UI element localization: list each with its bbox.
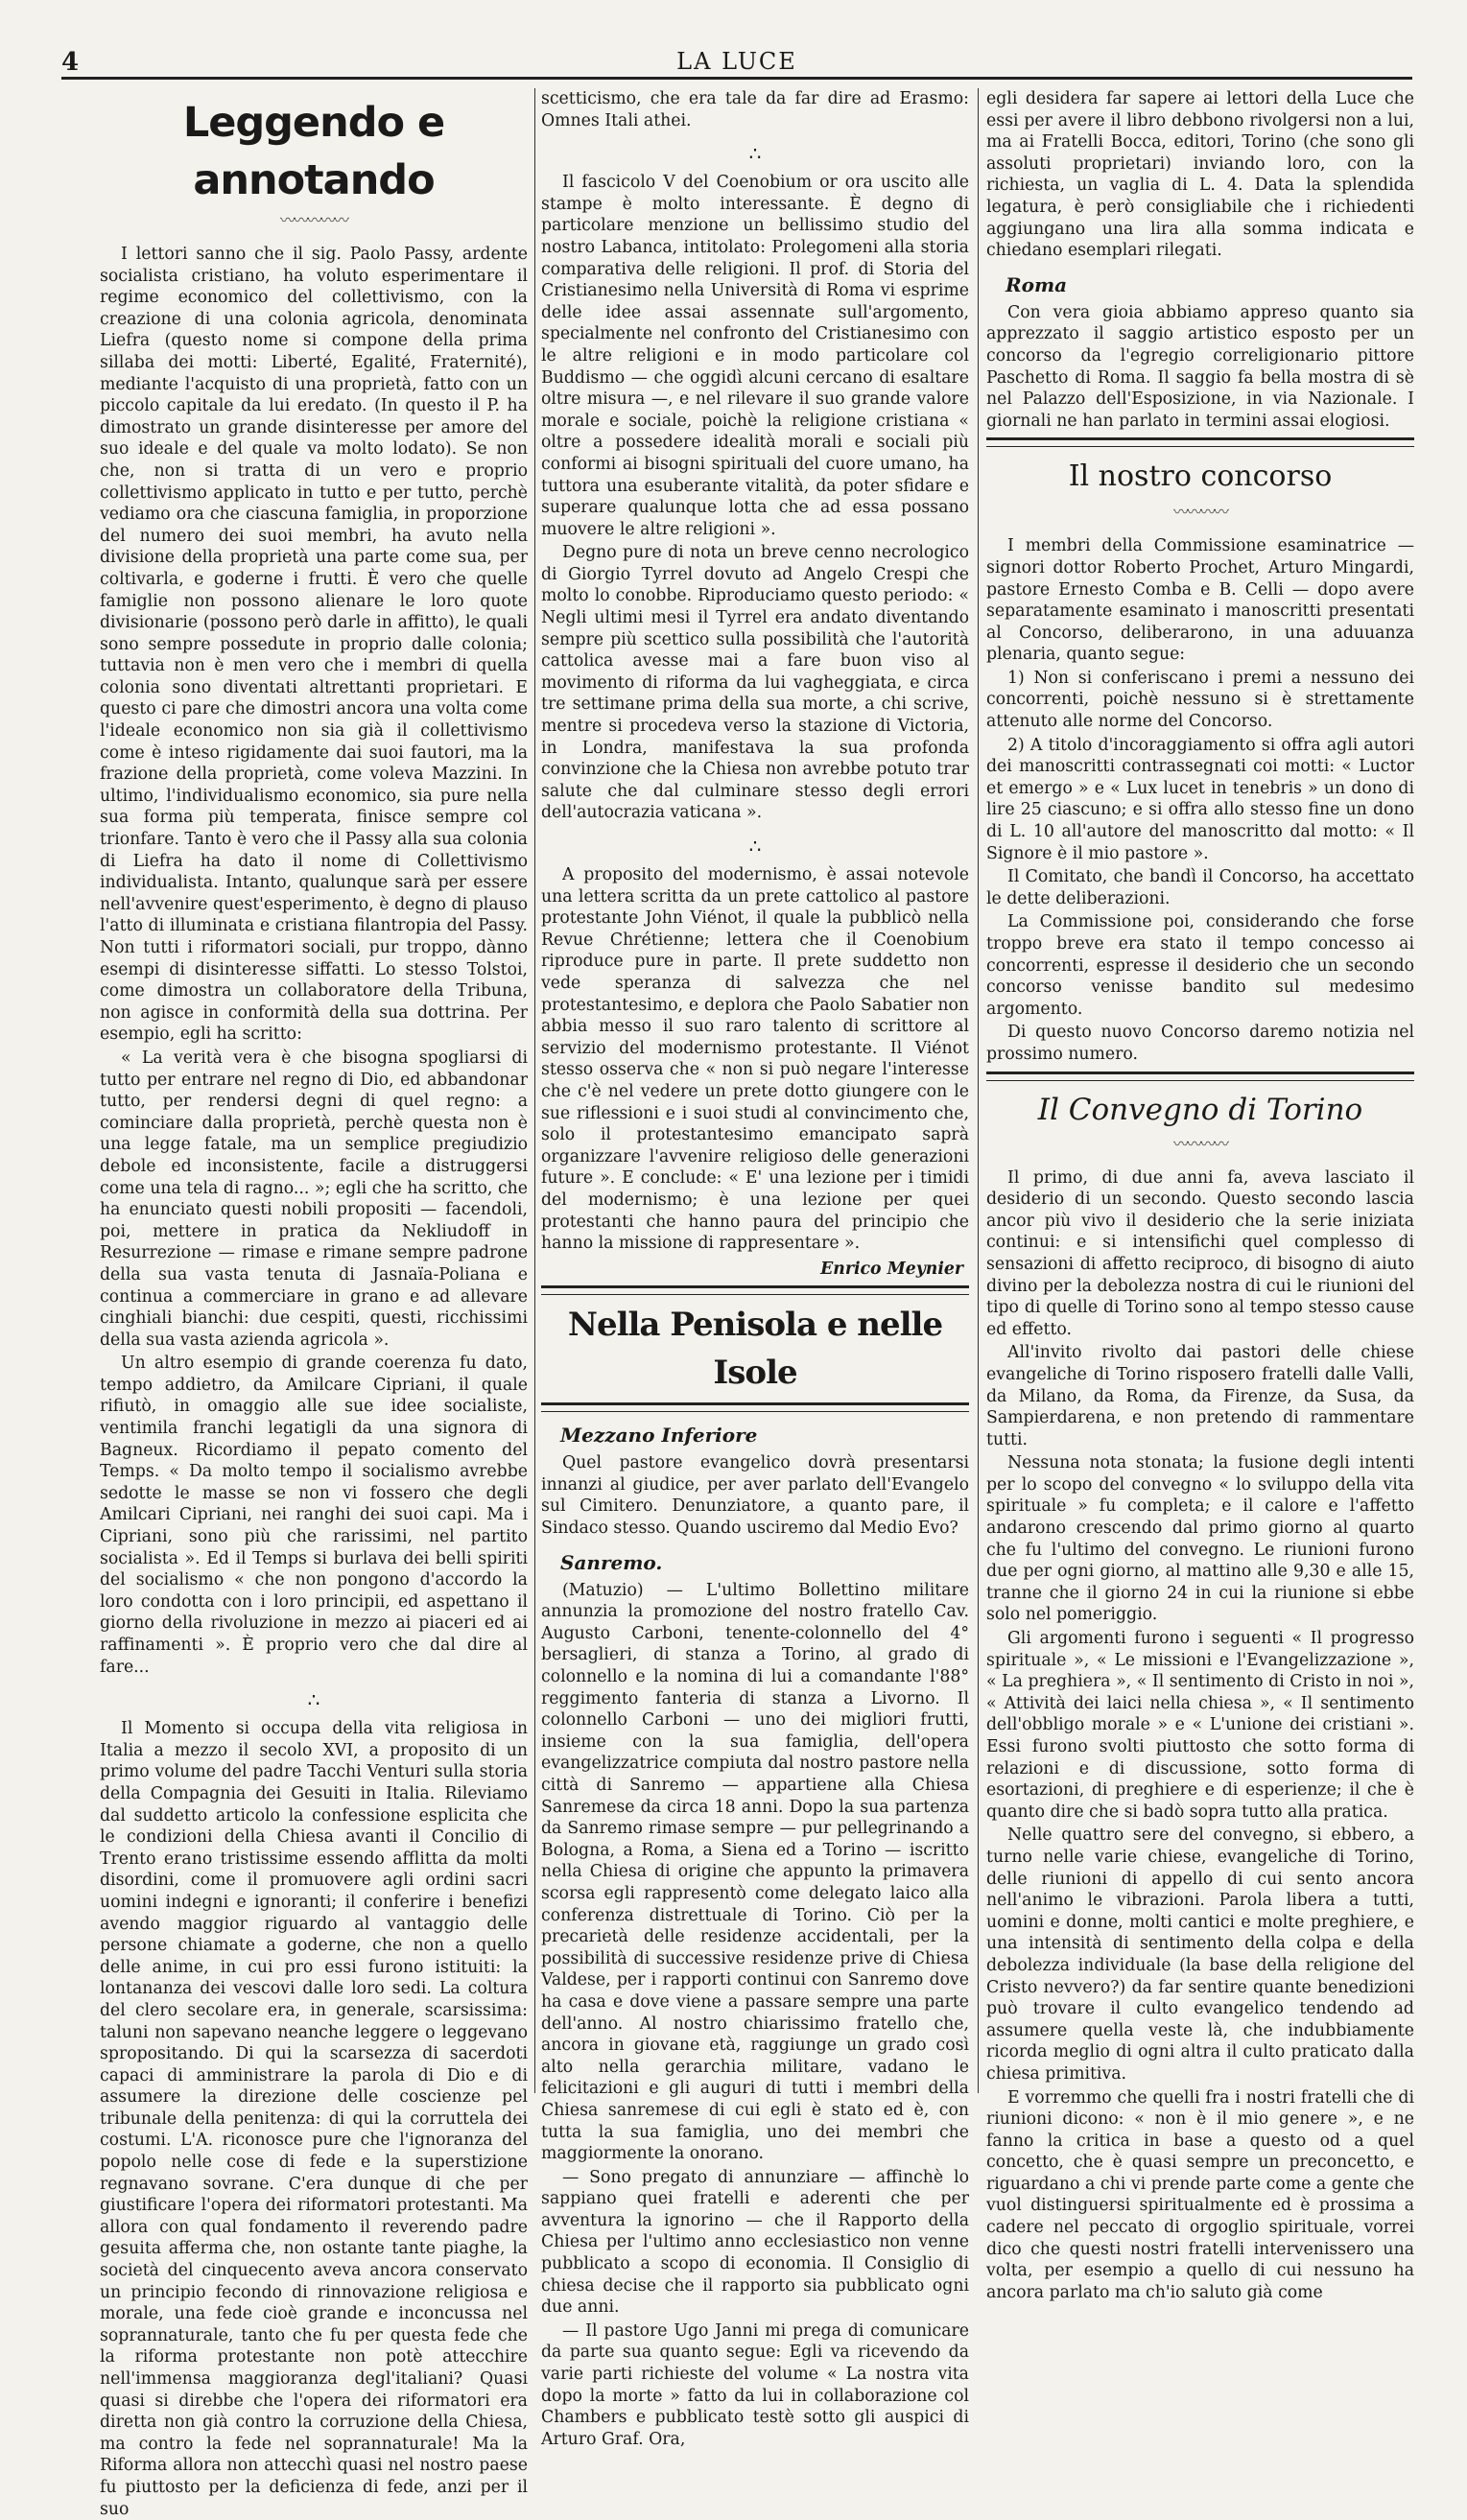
paragraph: 1) Non si conferiscano i premi a nessuno dei concorrenti, poichè nessuno si è strettamente attenuto alle norme del Concorso. bbox=[986, 668, 1414, 732]
column-1 bbox=[100, 88, 528, 2519]
paragraph: Il fascicolo V del Coenobium or ora uscito alle stampe è molto interessante. È degno di particolare menzione un bellissimo studio del nostro Labanca, intitolato: Prolegomeni alla storia comparativa delle religioni. Il prof. di Storia del Cristianesimo nella Università di Roma vi esprime delle idee assai assennate sull'argomento, specialmente nel confronto del Cristianesimo con le altre religioni e in modo particolare col Buddismo — che oggidì alcuni cercano di esaltare oltre misura —, e nel rilevare il suo grande valore morale e sociale, poichè la religione cristiana « oltre a possedere idealità morali e sociali più conformi ai bisogni spirituali del cuore umano, ha tuttora una esuberante vitalità, da poter sfidare e superare qualunque lotta che ad essa possano muovere le altre religioni ». bbox=[541, 173, 969, 539]
page-number: 4 bbox=[61, 48, 80, 77]
subsection-heading: Sanremo. bbox=[560, 1550, 663, 1574]
paragraph: Il primo, di due anni fa, aveva lasciato il desiderio di un secondo. Questo secondo lascia ancor più vivo il desiderio che la serie iniziata continui: e si intensifichi quel complesso di sensazioni di affetto reciproco, di bisogno di aiuto divino per la debolezza nostra di cui le riunioni del tipo di quelle di Torino sono al tempo stesso cause ed effetto. bbox=[986, 1167, 1414, 1339]
article-title: Il Convegno di Torino bbox=[1037, 1092, 1363, 1127]
section-separator: ∴ bbox=[748, 835, 762, 858]
paragraph: Nessuna nota stonata; la fusione degli intenti per lo scopo del convegno « lo sviluppo della vita spirituale » fu completa; e il calore e l'affetto andarono crescendo dal primo giorno al quarto che fu l'ultimo del convegno. Le riunioni furono due per ogni giorno, al mattino alle 9,30 e alle 15, tranne che il giorno 24 in cui la riunione si ebbe solo nel pomeriggio. bbox=[986, 1453, 1414, 1625]
paragraph: Gli argomenti furono i seguenti « Il progresso spirituale », « Le missioni e l'Evangelizzazione », « La preghiera », « Il sentimento di Cristo in noi », « Attività dei laici nella chiesa », « Il sentimento dell'obbligo morale » e « L'unione dei cristiani ». Essi furono svolti piuttosto che sotto forma di relazioni e di discussione, sotto forma di esortazioni, di preghiere e di esperienze; il che è quanto dire che si badò sopra tutto alla pratica. bbox=[986, 1629, 1414, 1822]
paragraph: Quel pastore evangelico dovrà presentarsi innanzi al giudice, per aver parlato dell'Evangelo sul Cimitero. Denunziatore, a quanto pare, il Sindaco stesso. Quando usciremo dal Medio Evo? bbox=[541, 1453, 969, 1539]
ornament-flourish: 〰〰〰〰 bbox=[1172, 503, 1227, 522]
author-signature: Enrico Meynier bbox=[820, 1259, 963, 1279]
column-rule bbox=[534, 88, 535, 2093]
article-title: Il nostro concorso bbox=[1068, 459, 1333, 494]
paragraph: egli desidera far sapere ai lettori della Luce che essi per avere il libro debbono rivolgersi non a lui, ma ai Fratelli Bocca, editori, Torino (che sono gli assoluti proprietari) inviando loro, con la richiesta, un vaglia di L. 4. Data la splendida legatura, è però consigliabile che i richiedenti aggiungano una lira alla somma indicata e chiedano esemplari rilegati. bbox=[986, 89, 1414, 261]
paragraph: scetticismo, che era tale da far dire ad Erasmo: Omnes Itali athei. bbox=[541, 89, 969, 130]
paragraph: La Commissione poi, considerando che forse troppo breve era stato il tempo concesso ai concorrenti, espresse il desiderio che un secondo concorso venisse bandito sul medesimo argomento. bbox=[986, 912, 1414, 1019]
section-separator: ∴ bbox=[748, 142, 762, 166]
page-header bbox=[61, 38, 1412, 80]
paragraph: 2) A titolo d'incoraggiamento si offra agli autori dei manoscritti contrassegnati coi motti: « Luctor et emergo » e « Lux lucet in tenebris » un dono di lire 25 ciascuno; e si offra allo stesso fine un dono di L. 10 all'autore del manoscritto dal motto: « Il Signore è il mio pastore ». bbox=[986, 735, 1414, 863]
paragraph: (Matuzio) — L'ultimo Bollettino militare annunzia la promozione del nostro fratello Cav. Augusto Carboni, tenente-colonnello del 4° bersaglieri, di stanza a Torino, al grado di colonnello e la nomina di lui a comandante l'88° reggimento fanteria di stanza a Livorno. Il colonnello Carboni — uno dei migliori frutti, insieme con la sua famiglia, dell'opera evangelizzatrice compiuta dal nostro pastore nella città di Sanremo — appartiene alla Chiesa Sanremese da circa 18 anni. Dopo la sua partenza da Sanremo rimase sempre — pur pellegrinando a Bologna, a Roma, a Siena ed a Torino — iscritto nella Chiesa di origine che appunto la primavera scorsa egli rappresentò come delegato laico alla conferenza distrettuale di Torino. Ciò per la precarietà delle residenze accidentali, per la possibilità di successive residenze prive di Chiesa Valdese, per i rapporti continui con Sanremo dove ha casa e dove viene a passare sempre una parte dell'anno. Al nostro chiarissimo fratello che, ancora in giovane età, raggiunge un grado così alto nella gerarchia militare, vadano le felicitazioni e gli auguri di tutti i membri della Chiesa sanremese di cui egli è stato ed è, con tutta la sua famiglia, uno dei membri che maggiormente la onorano. bbox=[541, 1580, 969, 2164]
paragraph: — Il pastore Ugo Janni mi prega di comunicare da parte sua quanto segue: Egli va ricevendo da varie parti richieste del volume « La nostra vita dopo la morte » fatto da lui in collaborazione col Chambers e pubblicato testè sotto gli auspici di Arturo Graf. Ora, bbox=[541, 2320, 969, 2449]
column-rule bbox=[978, 88, 979, 2093]
paragraph: All'invito rivolto dai pastori delle chiese evangeliche di Torino risposero fratelli dalle Valli, da Milano, da Roma, da Firenze, da Susa, da Sampierdarena, e non pretendo di rammentare tutti. bbox=[986, 1343, 1414, 1449]
subsection-heading: Mezzano Inferiore bbox=[560, 1424, 758, 1448]
paragraph: Con vera gioia abbiamo appreso quanto sia apprezzato il saggio artistico esposto per un concorso da l'egregio correligionario pittore Paschetto di Roma. Il saggio fa bella mostra di sè nel Palazzo dell'Esposizione, in via Nazionale. I giornali ne han parlato in termini assai elogiosi. bbox=[986, 302, 1414, 431]
paragraph: « La verità vera è che bisogna spogliarsi di tutto per entrare nel regno di Dio, ed abbandonar tutto, per rendersi degni di quel regno: a cominciare dalla proprietà, perchè questa non è una legge fatale, ma un semplice pregiudizio debole ed inconsistente, facile a distruggersi come una tela di ragno... »; egli che ha scritto, che ha enunciato questi nobili propositi — facendoli, poi, mettere in pratica da Nekliudoff in Resurrezione — rimase e rimane sempre padrone della sua vasta tenuta di Jasnaïa-Poliana e continua a commerciare in grano e ad allevare cinghiali bianchi: due cespiti, questi, ricchissimi della sua vasta azienda agricola ». bbox=[100, 1048, 528, 1350]
section-banner: Nella Penisola e nelle Isole bbox=[567, 1306, 943, 1393]
paragraph: I lettori sanno che il sig. Paolo Passy, ardente socialista cristiano, ha voluto esperimentare il regime economico del collettivismo, con la creazione di una colonia agricola, denominata Liefra (questo nome si compone della prima sillaba dei motti: Liberté, Egalité, Fraternité), mediante l'acquisto di una proprietà, fatto con un piccolo capitale da lui eredato. (In questo il P. ha dimostrato un grande disinteresse per amore del suo ideale e del quale va molto lodato). Se non che, non si tratta di un vero e proprio collettivismo applicato in tutto e per tutto, perchè vediamo ora che ciascuna famiglia, in proporzione del numero dei suoi membri, ha avuto nella divisione della proprietà una parte come sua, per coltivarla, e goderne i frutti. È vero che quelle famiglie non possono alienare le loro quote divisionarie (possono però darle in affitto), le quali sono sempre possedute in proprio dalle colonia; tuttavia non è men vero che i membri di quella colonia sono diventati altrettanti proprietari. E questo ci pare che dimostri ancora una volta come l'ideale economico non sia già il collettivismo come è inteso rigidamente dai suoi fautori, ma la frazione della proprietà, come voleva Mazzini. In ultimo, l'individualismo economico, sia pure nella sua forma più temperata, finisce sempre col trionfare. Tanto è vero che il Passy alla sua colonia di Liefra ha dato il nome di Collettivismo individualista. Intanto, qualunque sarà per essere nell'avvenire quest'esperimento, è degno di plauso l'atto di illuminata e cristiana filantropia del Passy. Non tutti i riformatori sociali, pur troppo, dànno esempi di disinteresse siffatti. Lo stesso Tolstoi, come dimostra un collaboratore della Tribuna, non agisce in conformità della sua dottrina. Per esempio, egli ha scritto: bbox=[100, 245, 528, 1045]
paragraph: Degno pure di nota un breve cenno necrologico di Giorgio Tyrrel dovuto ad Angelo Crespi che molto lo conobbe. Riproduciamo questo periodo: « Negli ultimi mesi il Tyrrel era andato diventando sempre più scettico sulla possibilità che l'autorità cattolica avesse mai a fare buon viso al movimento di riforma da lui vagheggiata, e circa tre settimane prima della sua morte, a chi scrive, mentre si procedeva verso la stazione di Victoria, in Londra, manifestava la sua profonda convinzione che la Chiesa non avrebbe potuto trar salute che dal culminare stesso degli errori dell'autocrazia vaticana ». bbox=[541, 543, 969, 823]
divider bbox=[541, 1402, 969, 1412]
paragraph: I membri della Commissione esaminatrice — signori dottor Roberto Prochet, Arturo Mingardi, pastore Ernesto Comba e B. Celli — dopo avere separatamente esaminato i manoscritti presentati al Concorso, deliberarono, in una aduuanza plenaria, quanto segue: bbox=[986, 536, 1414, 665]
masthead-title: LA LUCE bbox=[676, 48, 797, 75]
paragraph: — Sono pregato di annunziare — affinchè lo sappiano quei fratelli e aderenti che per avventura la ignorino — che il Rapporto della Chiesa per l'ultimo anno ecclesiastico non venne pubblicato a scopo di economia. Il Consiglio di chiesa decise che il rapporto sia pubblicato ogni due anni. bbox=[541, 2167, 969, 2318]
paragraph: Nelle quattro sere del convegno, si ebbero, a turno nelle varie chiese, evangeliche di Torino, delle riunioni di appello di cui sento ancora nell'animo le vibrazioni. Parola libera a tutti, uomini e donne, molti cantici e molte preghiere, e una intensità di sentimento della colpa e della debolezza individuale (la base della religione del Cristo nevvero?) da far sentire quante benedizioni può trovare il culto evangelico tendendo ad assumere quella veste là, che indubbiamente ricorda meglio di ogni altra il culto praticato dalla chiesa primitiva. bbox=[986, 1825, 1414, 2084]
ornament-flourish: 〰〰〰〰〰 bbox=[279, 211, 347, 229]
paragraph: Il Comitato, che bandì il Concorso, ha accettato le dette deliberazioni. bbox=[986, 867, 1414, 908]
paragraph: Il Momento si occupa della vita religiosa in Italia a mezzo il secolo XVI, a proposito di un primo volume del padre Tacchi Venturi sulla storia della Compagnia dei Gesuiti in Italia. Rileviamo dal suddetto articolo la confessione esplicita che le condizioni della Chiesa avanti il Concilio di Trento erano tristissime essendo afflitta da molti disordini, come il promuovere agli ordini sacri uomini indegni e ignoranti; il conferire i benefizi avendo maggior riguardo al vantaggio delle persone chiamate a goderne, che non a quello delle anime, in cui pro essi furono istituiti: la lontananza dei vescovi dalle loro sedi. La coltura del clero secolare era, in generale, scarsissima: taluni non sapevano neanche leggere o leggevano spropositando. Di qui la scarsezza di sacerdoti capaci di amministrare la parola di Dio e di assumere la direzione delle coscienze pel tribunale della penitenza: di qui la corruttela dei costumi. L'A. riconosce pure che l'ignoranza del popolo nelle cose di fede e la superstizione regnavano sovrane. C'era dunque di che per giustificare l'opera dei riformatori protestanti. Ma allora con qual fondamento il reverendo padre gesuita afferma che, non ostante tante piaghe, la società del cinquecento aveva ancora conservato un principio fecondo di rinnovazione religiosa e morale, una fede cioè grande e inconcussa nel soprannaturale, tanto che fu per questa fede che la riforma protestante non potè attecchire nell'immensa maggioranza degl'italiani? Quasi quasi si direbbe che l'opera dei riformatori era diretta non già contro la corruzione della Chiesa, ma contro la fede nel soprannaturale! Ma la Riforma allora non attecchì quasi nel nostro paese fu piuttosto per la deficienza di fede, anzi per il suo bbox=[100, 1719, 528, 2519]
ornament-flourish: 〰〰〰〰 bbox=[1172, 1134, 1227, 1153]
divider bbox=[986, 437, 1414, 447]
column-2 bbox=[541, 88, 969, 2449]
paragraph: Di questo nuovo Concorso daremo notizia nel prossimo numero. bbox=[986, 1023, 1414, 1064]
article-title: Leggendo e annotando bbox=[182, 99, 445, 204]
paragraph: E vorremmo che quelli fra i nostri fratelli che di riunioni dicono: « non è il mio genere », e ne fanno la critica in base a questo od a quel concetto, che è quasi sempre un preconcetto, e riguardano a chi vi prende parte come a gente che vuol distinguersi spiritualmente ed è prossima a cadere nel peccato di orgoglio spirituale, vorrei dico che questi nostri fratelli intervenissero una volta, per esempio a quello di cui nessuno ha ancora parlato ma ch'io saluto già come bbox=[986, 2087, 1414, 2302]
divider bbox=[986, 1072, 1414, 1081]
paragraph: A proposito del modernismo, è assai notevole una lettera scritta da un prete cattolico al pastore protestante John Viénot, il quale la pubblicò nella Revue Chrétienne; lettera che il Coenobium riproduce pure in parte. Il prete suddetto non vede speranza di salvezza che nel protestantesimo, e deplora che Paolo Sabatier non abbia messo il suo raro talento di scrittore al servizio del modernismo protestante. Il Viénot stesso osserva che « non si può negare l'interesse che c'è nel vedere un prete dotto giungere con le sue riflessioni e i suoi studi al convincimento che, solo il protestantesimo emancipato saprà organizzare l'avvenire religioso delle generazioni future ». E conclude: « E' una lezione per i timidi del modernismo; è una lezione per quei protestanti che hanno paura del principio che hanno la missione di rappresentare ». bbox=[541, 865, 969, 1254]
paragraph: Un altro esempio di grande coerenza fu dato, tempo addietro, da Amilcare Cipriani, il quale rifiutò, in omaggio alle sue idee socialiste, ventimila franchi legatigli da una signora di Bagneux. Ricordiamo il pepato comento del Temps. « Da molto tempo il socialismo avrebbe sedotte le masse se non vi fossero che degli Amilcari Cipriani, nei ranghi dei suoi capi. Ma i Cipriani, sono più che rarissimi, nel partito socialista ». Ed il Temps si burlava dei belli spiriti del socialismo « che non pongono d'accordo la loro condotta con i loro principii, ed aspettano il giorno della rivoluzione in mezzo ai piaceri ed ai raffinamenti ». È proprio vero che dal dire al fare... bbox=[100, 1354, 528, 1677]
column-3 bbox=[986, 88, 1414, 2302]
section-separator: ∴ bbox=[307, 1688, 320, 1712]
divider bbox=[541, 1285, 969, 1295]
subsection-heading: Roma bbox=[1006, 272, 1068, 296]
